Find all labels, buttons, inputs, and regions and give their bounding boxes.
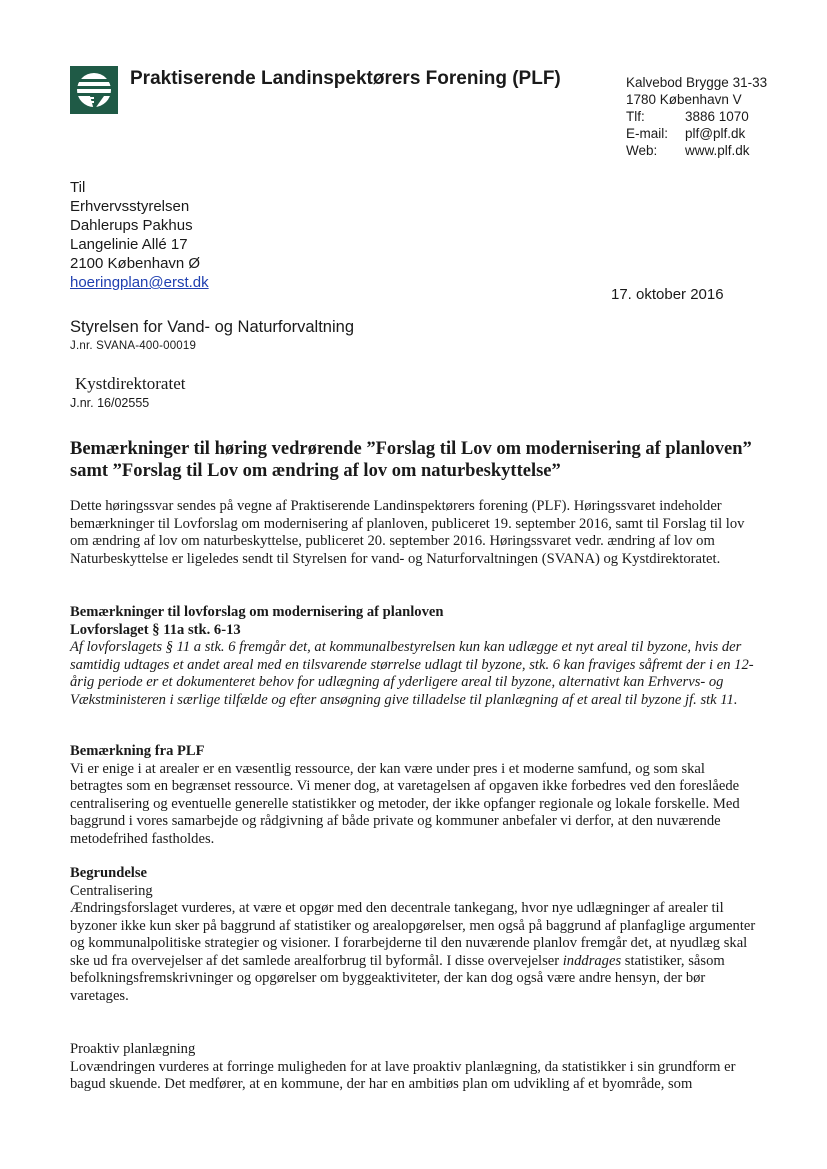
recipient-email-link[interactable]: hoeringplan@erst.dk	[70, 274, 209, 291]
recipient-block	[70, 178, 209, 292]
address-line: Kalvebod Brygge 31-33	[626, 75, 768, 90]
section-reasoning	[70, 865, 760, 1005]
reasoning-subheading: Centralisering	[70, 882, 153, 899]
phone-row	[626, 108, 767, 125]
proactive-text: Lovændringen vurderes at forringe muligheden for at lave proaktiv planlægning, da statistikker i sin grundform er bagud skuende. Det medfører, at en kommune, der har en ambitiøs plan om udvikling af et byområde, som	[70, 1058, 736, 1092]
proactive-subheading: Proaktiv planlægning	[70, 1041, 196, 1057]
section-title: Bemærkninger til lovforslag om modernisering af planloven	[70, 604, 444, 620]
remark-text: Vi er enige i at arealer er en væsentlig ressource, der kan være under pres i et moderne samfund, og som skal betragtes som en begrænset ressource. Vi mener dog, at varetagelsen af opgaven ikke forbedres ved den foreslåede centralisering og eventuelle generelle statistikker og metoder, der ikke opfanger regionale og lokale forskelle. Med baggrund i vores samarbejde og rådgivning af både private og kommuner anbefaler vi derfor, at den nuværende metodefrihed fastholdes.	[70, 760, 740, 847]
recipient-street: Dahlerups Pakhus	[70, 217, 193, 234]
recipient-street: Langelinie Allé 17	[70, 236, 188, 253]
reasoning-text-part: Ændringsforslaget vurderes, at være et opgør med den decentrale tankegang, hvor nye udlægninger af arealer til byzoner ikke kun sker på baggrund af statistiker og arealopgørelser, men også på baggrund af planfaglige argumenter og kommunalpolitiske strategier og visioner. I forarbejderne til den nuværende planlov fremgår det, at nyudlæg skal ske ud fra overvejelser af det samlede arealforbrug til byformål. I disse overvejelser	[70, 900, 756, 969]
reasoning-text-part: statistiker, såsom befolkningsfremskrivninger og opgørelser om byggeaktiviteter, der kan dog også være andre hensyn, der bør varetages.	[70, 952, 725, 1004]
web-row	[626, 142, 767, 159]
phone-value: 3886 1070	[685, 109, 749, 124]
kyst-journal-number: J.nr. 16/02555	[70, 396, 150, 410]
section-remark	[70, 743, 760, 848]
section-planloven	[70, 604, 760, 709]
recipient-city: 2100 København Ø	[70, 255, 201, 272]
copy-recipient-svana: Styrelsen for Vand- og Naturforvaltning	[70, 318, 355, 336]
web-label: Web:	[626, 143, 658, 158]
recipient-name: Erhvervsstyrelsen	[70, 198, 190, 215]
intro-paragraph: Dette høringssvar sendes på vegne af Praktiserende Landinspektørers forening (PLF). Høringssvaret indeholder bemærkninger til Lovforslag om modernisering af planloven, publiceret 19. september 2016, samt til Forslag til lov om ændring af lov om naturbeskyttelse, publiceret 20. september 2016. Høringssvaret vedr. ændring af lov om Naturbeskyttelse er ligeledes sendt til Styrelsen for vand- og Naturforvaltningen (SVANA) og Kystdirektoratet.	[70, 498, 745, 567]
recipient-to: Til	[70, 179, 86, 196]
copy-recipient-kyst: Kystdirektoratet	[75, 374, 186, 393]
contact-block	[626, 74, 767, 159]
letter-date: 17. oktober 2016	[611, 286, 724, 303]
remark-title: Bemærkning fra PLF	[70, 743, 205, 759]
section-subtitle: Lovforslaget § 11a stk. 6-13	[70, 621, 241, 638]
email-value[interactable]: plf@plf.dk	[685, 126, 746, 141]
address-line: 1780 København V	[626, 92, 742, 107]
plf-logo-icon	[70, 66, 118, 114]
letter-heading: Bemærkninger til høring vedrørende ”Forslag til Lov om modernisering af planloven” samt ”Forslag til Lov om ændring af lov om naturbeskyttelse”	[70, 439, 752, 481]
web-value[interactable]: www.plf.dk	[685, 143, 750, 158]
reasoning-text	[70, 900, 760, 1005]
section-quote: Af lovforslagets § 11 a stk. 6 fremgår det, at kommunalbestyrelsen kun kan udlægge et nyt areal til byzone, hvis der samtidig udtages et andet areal med en tilsvarende størrelse udlagt til byzone, stk. 6 kan fraviges såfremt der i en 12-årig periode er et dokumenteret behov for udlægning af yderligere areal til byzone, alternativt kan Erhvervs- og Vækstministeren i særlige tilfælde og efter ansøgning give tilladelse til planlægning af et areal til byzone jf. stk 11.	[70, 639, 754, 708]
svana-journal-number: J.nr. SVANA-400-00019	[70, 340, 197, 352]
organization-name: Praktiserende Landinspektørers Forening (PLF)	[130, 68, 561, 89]
reasoning-title: Begrundelse	[70, 865, 148, 881]
email-label: E-mail:	[626, 126, 669, 141]
reasoning-emphasis: inddrages	[562, 952, 622, 969]
email-row	[626, 125, 767, 142]
section-proactive	[70, 1041, 760, 1094]
phone-label: Tlf:	[626, 109, 645, 124]
